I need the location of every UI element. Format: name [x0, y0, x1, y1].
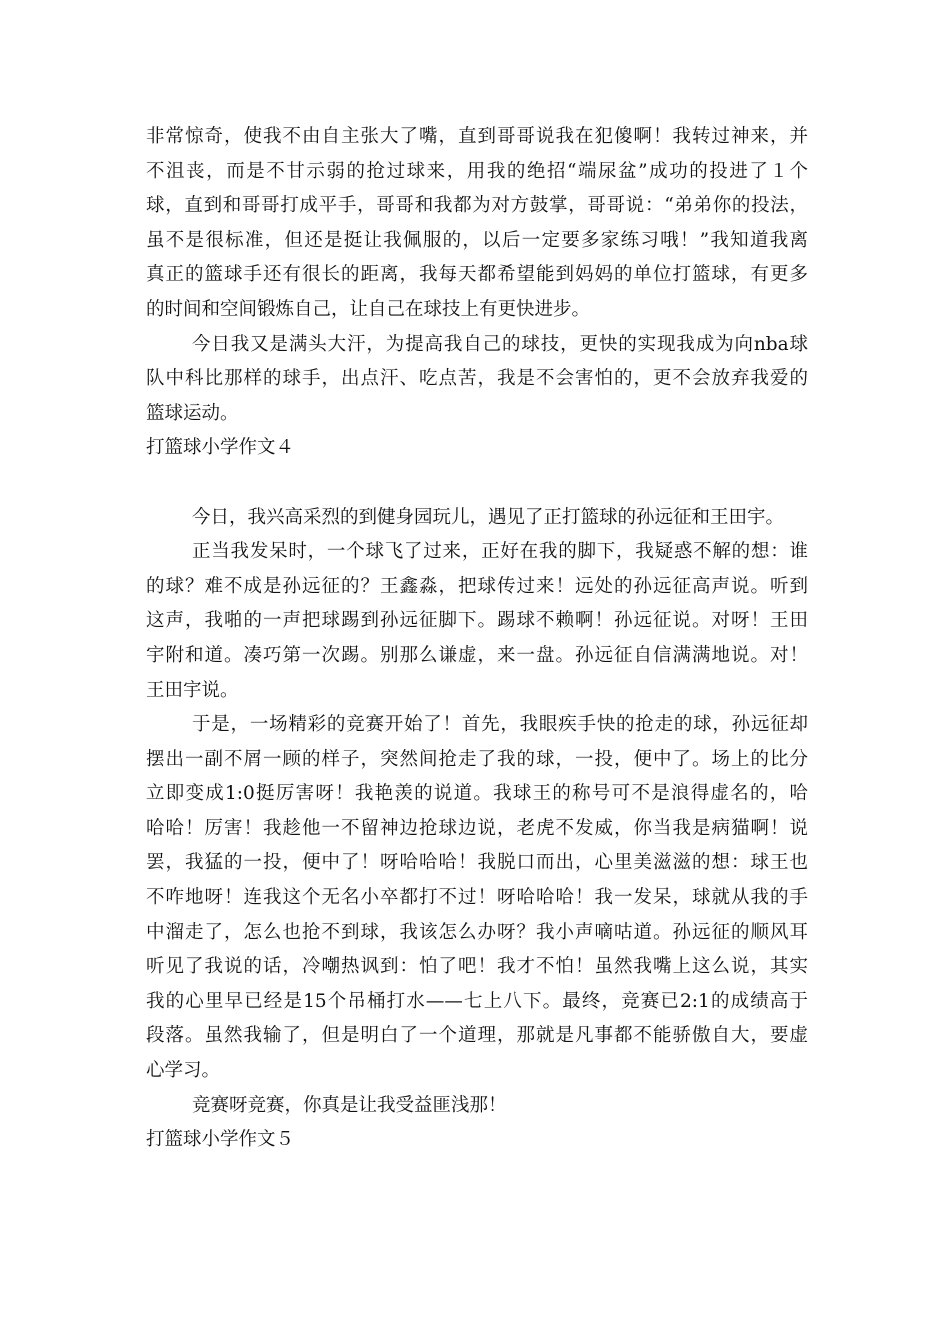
text-line: 我的心里早已经是15个吊桶打水——七上八下。最终，竞赛已2:1的成绩高于 [146, 990, 808, 1012]
text-line: 王田宇说。 [146, 679, 239, 701]
text-line: 摆出一副不屑一顾的样子，突然间抢走了我的球，一投，便中了。场上的比分 [146, 748, 808, 770]
text-line: 哈哈！厉害！我趁他一不留神边抢球边说，老虎不发威，你当我是病猫啊！说 [146, 817, 808, 839]
text-line: 的球？难不成是孙远征的？王鑫淼，把球传过来！远处的孙远征高声说。听到 [146, 575, 808, 597]
text-line: 心学习。 [146, 1060, 221, 1082]
text-line: 真正的篮球手还有很长的距离，我每天都希望能到妈妈的单位打篮球，有更多 [146, 264, 808, 286]
text-line: 的时间和空间锻炼自己，让自己在球技上有更快进步。 [146, 298, 591, 320]
text-line: 中溜走了，怎么也抢不到球，我该怎么办呀？我小声嘀咕道。孙远征的顺风耳 [146, 921, 808, 943]
text-line: 于是，一场精彩的竞赛开始了！首先，我眼疾手快的抢走的球，孙远征却 [192, 714, 808, 736]
text-line: 立即变成1:0挺厉害呀！我艳羡的说道。我球王的称号可不是浪得虚名的，哈 [146, 783, 808, 805]
text-line: 虽不是很标准，但还是挺让我佩服的，以后一定要多家练习哦！”我知道我离 [146, 229, 808, 251]
text-line: 不沮丧，而是不甘示弱的抢过球来，用我的绝招“端尿盆”成功的投进了１个 [146, 160, 808, 182]
text-line: 不咋地呀！连我这个无名小卒都打不过！呀哈哈哈！我一发呆，球就从我的手 [146, 887, 808, 909]
continuation-paragraph [146, 120, 808, 328]
essay-5-heading: 打篮球小学作文５ [146, 1129, 295, 1151]
text-line: 罢，我猛的一投，便中了！呀哈哈哈！我脱口而出，心里美滋滋的想：球王也 [146, 852, 808, 874]
text-line: 篮球运动。 [146, 402, 239, 424]
essay-4-paragraph-4 [146, 1089, 808, 1124]
text-line: 段落。虽然我输了，但是明白了一个道理，那就是凡事都不能骄傲自大，要虚 [146, 1025, 808, 1047]
today-paragraph [146, 328, 808, 432]
essay-4-paragraph-2 [146, 535, 808, 708]
text-line: 竞赛呀竞赛，你真是让我受益匪浅那！ [192, 1094, 507, 1116]
text-line: 队中科比那样的球手，出点汗、吃点苦，我是不会害怕的，更不会放弃我爱的 [146, 368, 808, 390]
essay-4-paragraph-1 [146, 501, 808, 536]
text-line: 非常惊奇，使我不由自主张大了嘴，直到哥哥说我在犯傻啊！我转过神来，并 [146, 126, 808, 147]
text-line: 这声，我啪的一声把球踢到孙远征脚下。踢球不赖啊！孙远征说。对呀！王田 [146, 610, 808, 632]
essay-4-heading: 打篮球小学作文４ [146, 437, 295, 459]
text-line: 球，直到和哥哥打成平手，哥哥和我都为对方鼓掌，哥哥说：“弟弟你的投法， [146, 195, 808, 217]
text-line: 今日我又是满头大汗，为提高我自己的球技，更快的实现我成为向nba球 [192, 333, 808, 355]
text-line: 听见了我说的话，冷嘲热讽到：怕了吧！我才不怕！虽然我嘴上这么说，其实 [146, 956, 808, 978]
text-line: 宇附和道。凑巧第一次踢。别那么谦虚，来一盘。孙远征自信满满地说。对！ [146, 644, 808, 666]
text-line: 正当我发呆时，一个球飞了过来，正好在我的脚下，我疑惑不解的想：谁 [192, 541, 808, 563]
blank-line [146, 466, 808, 501]
text-line: 今日，我兴高采烈的到健身园玩儿，遇见了正打篮球的孙远征和王田宇。 [192, 506, 785, 528]
document-page [146, 120, 808, 1158]
essay-4-paragraph-3 [146, 708, 808, 1089]
